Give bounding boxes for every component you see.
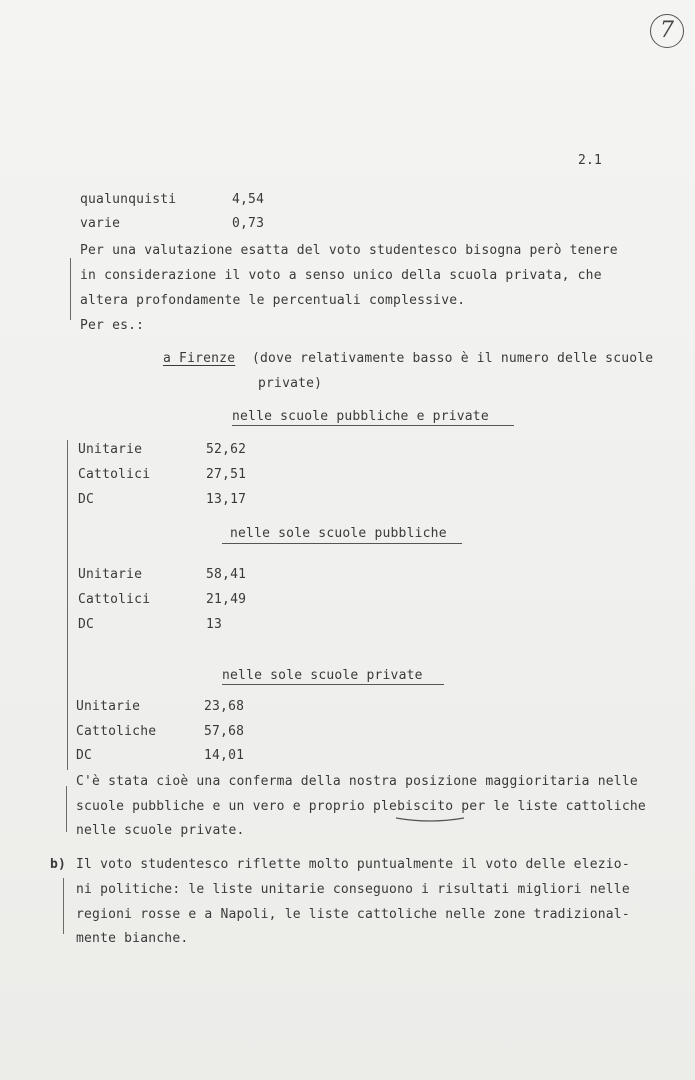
table-row-value: 57,68: [204, 724, 245, 739]
paragraph-line: Per es.:: [80, 318, 145, 333]
table-row-value: 13: [206, 617, 223, 632]
table-row-label: Cattolici: [78, 592, 151, 607]
table-row-label: Cattoliche: [76, 724, 157, 739]
table-row-value: 58,41: [206, 567, 247, 582]
table-row-label: DC: [78, 617, 95, 632]
table-row-value: 23,68: [204, 699, 245, 714]
section-heading: nelle scuole pubbliche e private: [232, 409, 489, 424]
paragraph-line: Il voto studentesco riflette molto puntualmente il voto delle elezio-: [76, 857, 630, 872]
point-marker: b): [50, 857, 67, 872]
list-label: varie: [80, 216, 121, 231]
paragraph-line: altera profondamente le percentuali complessive.: [80, 293, 466, 308]
paragraph-line: ni politiche: le liste unitarie conseguono i risultati migliori nelle: [76, 882, 630, 897]
table-row-value: 14,01: [204, 748, 245, 763]
page-stamp-number: 7: [650, 14, 684, 48]
page-number: 2.1: [578, 153, 603, 168]
table-row-label: Unitarie: [78, 567, 143, 582]
table-row-value: 52,62: [206, 442, 247, 457]
section-heading: nelle sole scuole pubbliche: [230, 526, 447, 541]
section-heading: nelle sole scuole private: [222, 668, 423, 683]
paragraph-line: in considerazione il voto a senso unico della scuola privata, che: [80, 268, 602, 283]
list-value: 0,73: [232, 216, 265, 231]
table-row-label: Unitarie: [78, 442, 143, 457]
firenze-note-line: private): [258, 376, 323, 391]
heading-rule: [222, 684, 444, 685]
paragraph-line: scuole pubbliche e un vero e proprio plebiscito per le liste cattoliche: [76, 799, 646, 814]
table-row-label: DC: [76, 748, 93, 763]
list-label: qualunquisti: [80, 192, 177, 207]
firenze-note-line: (dove relativamente basso è il numero delle scuole: [252, 351, 654, 366]
heading-rule: [222, 543, 462, 544]
list-value: 4,54: [232, 192, 265, 207]
heading-rule: [232, 425, 514, 426]
margin-bracket: [67, 440, 68, 770]
table-row-label: Cattolici: [78, 467, 151, 482]
margin-bracket: [70, 258, 71, 320]
table-row-value: 13,17: [206, 492, 247, 507]
table-row-label: Unitarie: [76, 699, 141, 714]
table-row-value: 21,49: [206, 592, 247, 607]
handwritten-underline: [394, 816, 466, 824]
paragraph-line: C'è stata cioè una conferma della nostra posizione maggioritaria nelle: [76, 774, 638, 789]
margin-bracket: [66, 786, 67, 832]
paragraph-line: Per una valutazione esatta del voto studentesco bisogna però tenere: [80, 243, 618, 258]
table-row-label: DC: [78, 492, 95, 507]
paragraph-line: nelle scuole private.: [76, 823, 245, 838]
paragraph-line: regioni rosse e a Napoli, le liste cattoliche nelle zone tradizional-: [76, 907, 630, 922]
firenze-place: a Firenze: [163, 351, 236, 366]
table-row-value: 27,51: [206, 467, 247, 482]
paragraph-line: mente bianche.: [76, 931, 189, 946]
margin-bracket: [63, 878, 64, 934]
